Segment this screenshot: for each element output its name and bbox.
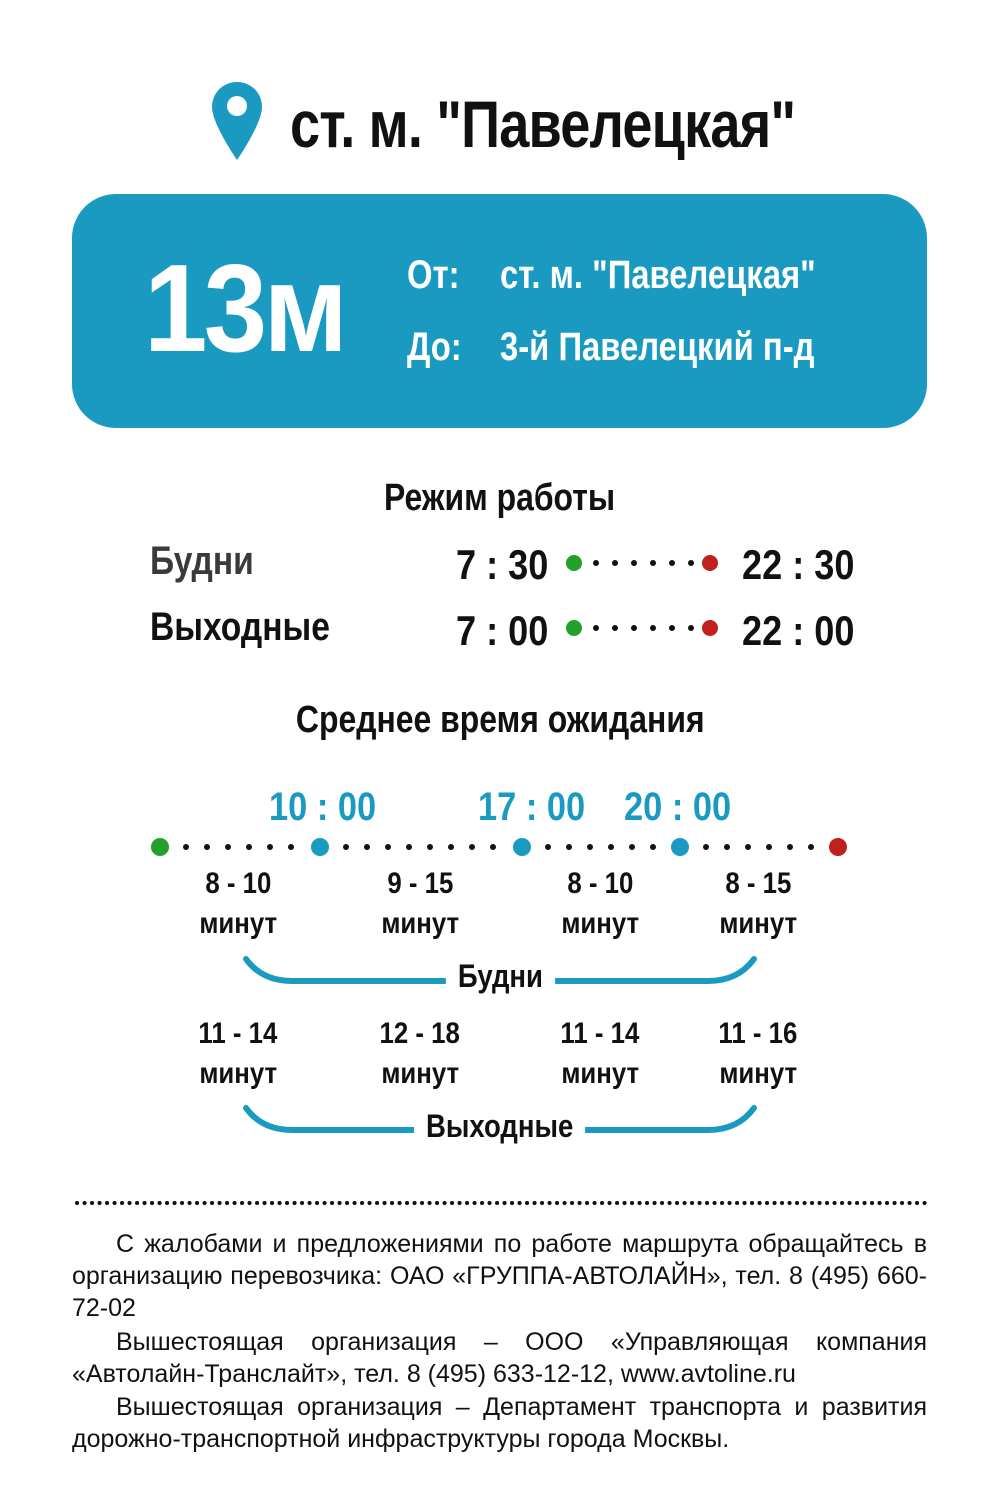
waiting-title: Среднее время ожидания	[295, 699, 705, 741]
weekend-start-time: 7 : 00	[456, 607, 549, 654]
weekday-start-time: 7 : 30	[456, 541, 549, 588]
route-number: 13м	[144, 240, 345, 378]
weekday-interval-3: 8 - 10 минут	[561, 867, 639, 940]
weekend-interval-1: 11 - 14 минут	[198, 1017, 278, 1090]
schedule-title: Режим работы	[384, 477, 616, 519]
weekend-interval-4: 11 - 16 минут	[718, 1017, 798, 1090]
route-card	[72, 194, 927, 428]
station-title: ст. м. "Павелецкая"	[290, 87, 796, 161]
timeline-dots	[148, 836, 850, 858]
weekend-dots	[565, 618, 720, 638]
to-value: 3-й Павелецкий п-д	[500, 325, 815, 369]
weekday-label: Будни	[150, 539, 254, 583]
map-pin-icon	[212, 82, 262, 160]
weekend-bracket-label: Выходные	[0, 1106, 1000, 1146]
hour-label-1: 10 : 00	[269, 785, 377, 829]
weekend-interval-2: 12 - 18 минут	[379, 1017, 461, 1090]
weekend-label: Выходные	[150, 605, 330, 649]
weekday-interval-1: 8 - 10 минут	[199, 867, 277, 940]
footer-complaints: С жалобами и предложениями по работе маршрута обращайтесь в организацию перевозчика: ОАО «ГРУППА-АВТОЛАЙН», тел. 8 (495) 660-72-02	[72, 1230, 927, 1322]
footer-parent-org: Вышестоящая организация – ООО «Управляющая компания «Автолайн-Транслайт», тел. 8 (495) 633-12-12, www.avtoline.ru	[72, 1328, 927, 1388]
weekday-interval-4: 8 - 15 минут	[719, 867, 797, 940]
from-label: От:	[407, 253, 460, 297]
hour-label-3: 20 : 00	[624, 785, 732, 829]
from-value: ст. м. "Павелецкая"	[500, 253, 816, 297]
to-label: До:	[407, 325, 462, 369]
weekend-interval-3: 11 - 14 минут	[560, 1017, 640, 1090]
dotted-divider	[75, 1198, 927, 1208]
weekday-end-time: 22 : 30	[742, 541, 855, 588]
weekend-end-time: 22 : 00	[742, 607, 855, 654]
weekday-interval-2: 9 - 15 минут	[381, 867, 459, 940]
hour-label-2: 17 : 00	[478, 785, 586, 829]
weekday-dots	[565, 553, 720, 573]
weekday-bracket-label: Будни	[0, 956, 1000, 996]
footer-department: Вышестоящая организация – Департамент транспорта и развития дорожно-транспортной инфраструктуры города Москвы.	[72, 1393, 927, 1453]
